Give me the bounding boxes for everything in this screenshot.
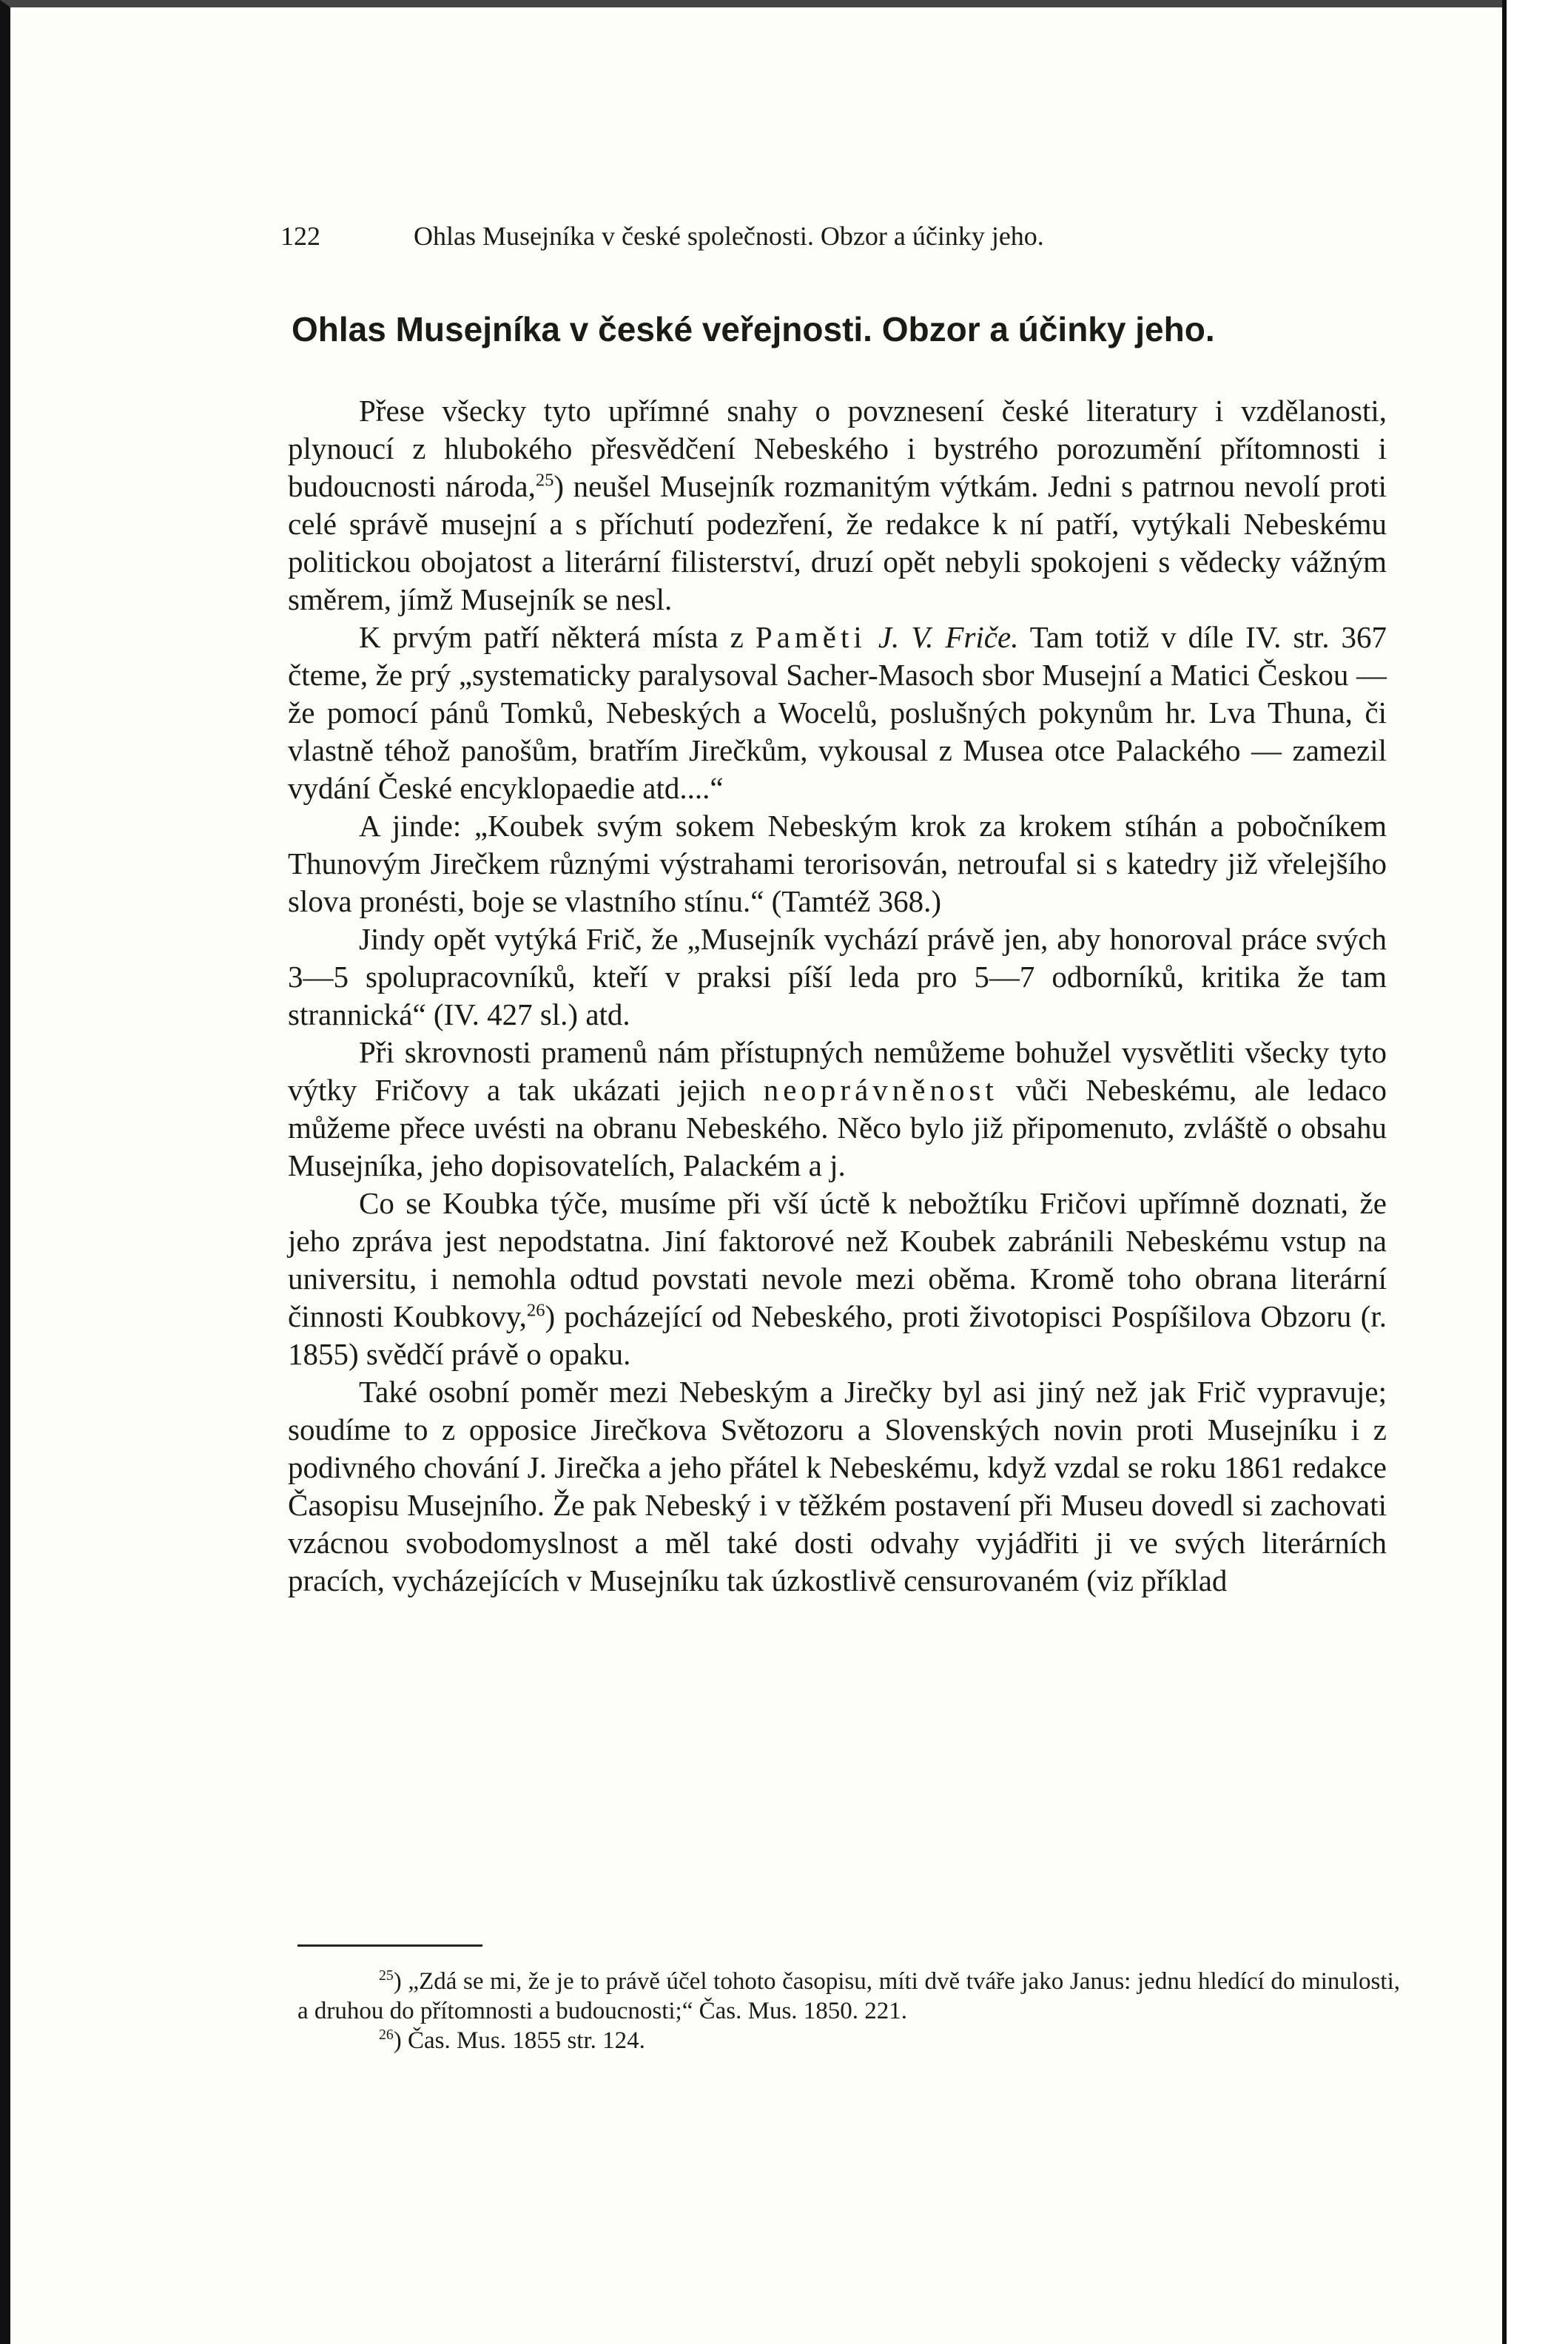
- paragraph: Co se Koubka týče, musíme při vší úctě k nebožtíku Fričovi upřímně doznati, že jeho zpráva jest nepodstatna. Jiní faktorové než Koubek zabránili Nebeskému vstup na universitu, i nemohla odtud povstati nevole mezi oběma. Kromě toho obrana literární činnosti Koubkovy,$^{26}$) pocházející od Nebeského, proti životopisci Pospíšilova Obzoru (r. 1855) svědčí právě o opaku.: [288, 1186, 1387, 1371]
- footnote-26: $^{26}$) Čas. Mus. 1855 str. 124.: [379, 2027, 645, 2054]
- paragraph: A jinde: „Koubek svým sokem Nebeským krok za krokem stíhán a pobočníkem Thunovým Jirečkem různými výstrahami terorisován, netroufal si s katedry již vřelejšího slova pronésti, boje se vlastního stínu.“ (Tamtéž 368.): [288, 809, 1387, 918]
- footnote-mark: 25: [379, 1967, 394, 1984]
- spaced-emphasis: Paměti: [755, 620, 867, 654]
- paragraph: Jindy opět vytýká Frič, že „Musejník vychází právě jen, aby honoroval práce svých 3—5 spolupracovníků, kteří v praksi píší leda pro 5—7 odborníků, kritika že tam strannická“ (IV. 427 sl.) atd.: [288, 922, 1387, 1031]
- paragraph: Při skrovnosti pramenů nám přístupných nemůžeme bohužel vysvětliti všecky tyto výtky Fričovy a tak ukázati jejich neoprávněnost vůči Nebeskému, ale ledaco můžeme přece uvésti na obranu Nebeského. Něco bylo již připomenuto, zvláště o obsahu Musejníka, jeho dopisovatelích, Palackém a j.: [288, 1035, 1387, 1182]
- spaced-emphasis: neoprávněnost: [763, 1073, 998, 1107]
- footnote-25: $^{25}$) „Zdá se mi, že je to právě účel tohoto časopisu, míti dvě tváře jako Janus: jednu hledící do minulosti, a druhou do přítomnosti a budoucnosti;“ Čas. Mus. 1850. 221.: [297, 1967, 1400, 2024]
- page-number: 122: [280, 221, 320, 251]
- scan-margin: [1502, 0, 1568, 2344]
- footnote-ref: 25: [535, 470, 554, 491]
- paragraph: Přese všecky tyto upřímné snahy o povznesení české literatury i vzdělanosti, plynoucí z hlubokého přesvědčení Nebeského i bystrého porozumění přítomnosti i budoucnosti národa,$^{25}$) neušel Musejník rozmanitým výtkám. Jedni s patrnou nevolí proti celé správě musejní a s příchutí podezření, že redakce k ní patří, vytýkali Nebeskému politickou obojatost a literární filisterství, druzí opět nebyli spokojeni s vědecky vážným směrem, jímž Musejník se nesl.: [288, 394, 1387, 616]
- footnote-mark: 26: [379, 2027, 394, 2043]
- paragraph: Také osobní poměr mezi Nebeským a Jirečky byl asi jiný než jak Frič vypravuje; soudíme to z opposice Jirečkova Světozoru a Slovenských novin proti Musejníku i z podivného chování J. Jirečka a jeho přátel k Nebeskému, když vzdal se roku 1861 redakce Časopisu Musejního. Že pak Nebeský i v těžkém postavení při Museu dovedl si zachovati vzácnou svobodomyslnost a měl také dosti odvahy vyjádřiti ji ve svých literárních pracích, vycházejících v Musejníku tak úzkostlivě censurovaném (viz příklad: [288, 1375, 1387, 1597]
- footnote-ref: 26: [526, 1300, 545, 1321]
- section-title: Ohlas Musejníka v české veřejnosti. Obzor a účinky jeho.: [292, 310, 1215, 348]
- paragraph: K prvým patří některá místa z Paměti J. V. Friče. Tam totiž v díle IV. str. 367 čteme, že prý „systematicky paralysoval Sacher-Masoch sbor Musejní a Matici Českou — že pomocí pánů Tomků, Nebeských a Wocelů, poslušných pokynům hr. Lva Thuna, či vlastně téhož panošům, bratřím Jirečkům, vykousal z Musea otce Palackého — zamezil vydání České encyklopaedie atd....“: [288, 620, 1387, 805]
- footnotes: [297, 1967, 1400, 2055]
- author-name: J. V. Friče.: [878, 620, 1019, 654]
- running-head: [280, 220, 1242, 252]
- body-text: [288, 392, 1387, 1600]
- footnote-rule: [297, 1944, 482, 1947]
- running-head-text: Ohlas Musejníka v české společnosti. Obzor a účinky jeho.: [414, 221, 1044, 251]
